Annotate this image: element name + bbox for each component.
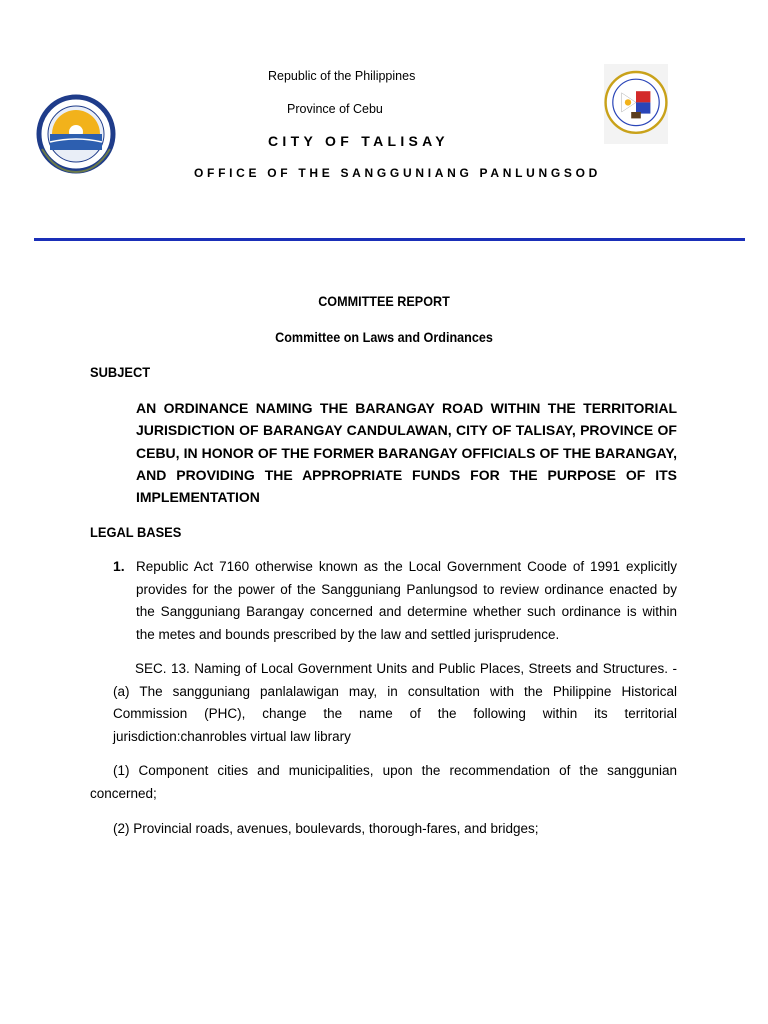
sp-seal-icon: [596, 64, 676, 144]
sec13-paragraph: SEC. 13. Naming of Local Government Units and Public Places, Streets and Structures. - (a) The sangguniang panlalawigan may, in consultation with the Philippine Historical Commission (PHC), change the name of the following within its territorial jurisdiction:chanrobles virtual law library: [113, 661, 677, 744]
committee-name: Committee on Laws and Ordinances: [275, 329, 493, 345]
legal-basis-item-1: Republic Act 7160 otherwise known as the Local Government Coode of 1991 explicitly provides for the power of the Sangguniang Panlungsod to review ordinance enacted by the Sangguniang Barangay concerned and determine whether such ordinance is within the metes and bounds prescribed by the law and settled jurisprudence.: [136, 559, 677, 642]
subject-text: AN ORDINANCE NAMING THE BARANGAY ROAD WITHIN THE TERRITORIAL JURISDICTION OF BARANGAY CANDULAWAN, CITY OF TALISAY, PROVINCE OF CEBU, IN HONOR OF THE FORMER BARANGAY OFFICIALS OF THE BARANGAY, AND PROVIDING THE APPROPRIATE FUNDS FOR THE PURPOSE OF ITS IMPLEMENTATION: [136, 400, 677, 506]
report-title: COMMITTEE REPORT: [318, 293, 450, 309]
province-line: Province of Cebu: [287, 102, 383, 116]
item-number: 1.: [113, 558, 125, 574]
clause-1: (1) Component cities and municipalities, upon the recommendation of the sanggunian concerned;: [90, 763, 677, 801]
legal-bases-label: LEGAL BASES: [90, 524, 182, 540]
clause-2: (2) Provincial roads, avenues, boulevards, thorough-fares, and bridges;: [113, 821, 539, 836]
subject-label: SUBJECT: [90, 364, 151, 380]
sangguniang-panlungsod-seal: [596, 64, 676, 149]
office-line: OFFICE OF THE SANGGUNIANG PANLUNGSOD: [194, 166, 601, 180]
city-line: CITY OF TALISAY: [268, 133, 449, 149]
city-seal-icon: [36, 94, 116, 174]
city-of-talisay-seal: [36, 94, 116, 179]
republic-line: Republic of the Philippines: [268, 69, 416, 83]
header-rule: [34, 238, 745, 241]
